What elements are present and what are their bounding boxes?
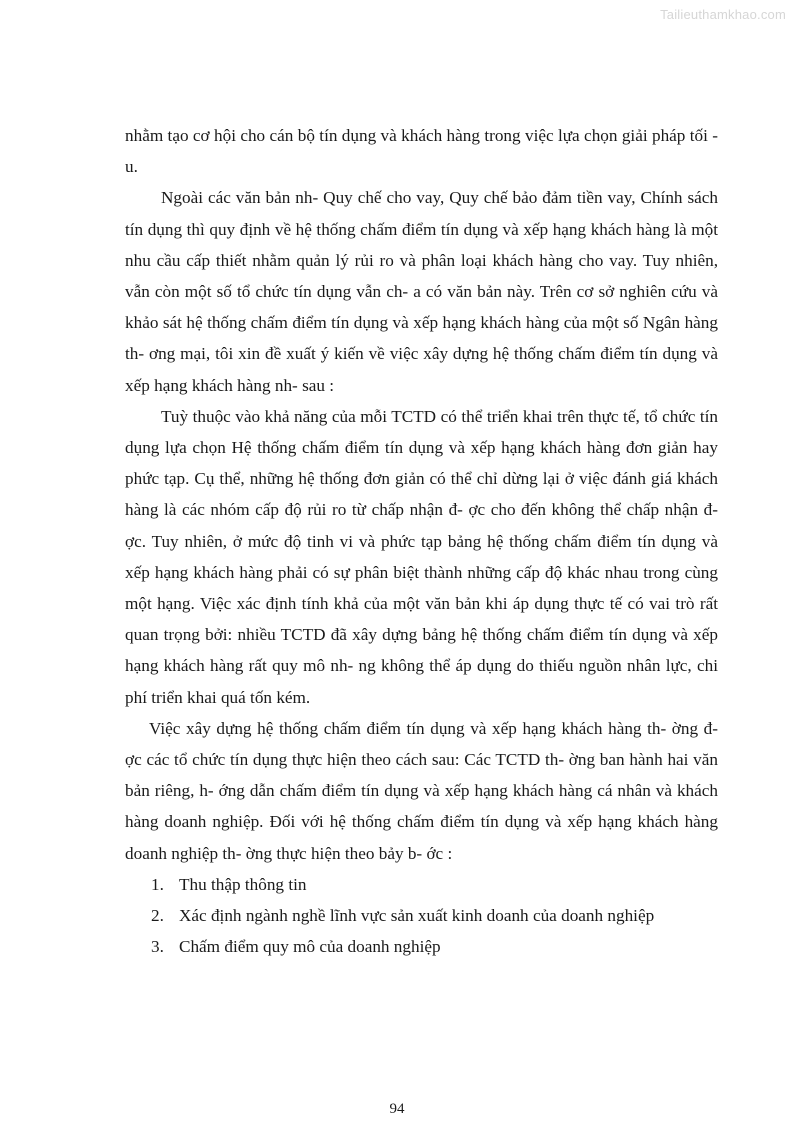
paragraph: Tuỳ thuộc vào khả năng của mỗi TCTD có thể triển khai trên thực tế, tổ chức tín dụng lựa chọn Hệ thống chấm điểm tín dụng và xếp hạng khách hàng đơn giản hay phức tạp. Cụ thể, những hệ thống đơn giản có thể chỉ dừng lại ở việc đánh giá khách hàng là các nhóm cấp độ rủi ro từ chấp nhận đ- ợc cho đến không thể chấp nhận đ- ợc. Tuy nhiên, ở mức độ tinh vi và phức tạp bảng hệ thống chấm điểm tín dụng và xếp hạng khách hàng phải có sự phân biệt thành những cấp độ khác nhau trong cùng một hạng. Việc xác định tính khả của một văn bản khi áp dụng thực tế có vai trò rất quan trọng bởi: nhiều TCTD đã xây dựng bảng hệ thống chấm điểm tín dụng và xếp hạng khách hàng rất quy mô nh- ng không thể áp dụng do thiếu nguồn nhân lực, chi phí triển khai quá tốn kém. [125, 406, 718, 707]
list-item [125, 900, 718, 931]
list-text: Xác định ngành nghề lĩnh vực sản xuất kinh doanh của doanh nghiệp [179, 906, 655, 926]
list-number: 3. [151, 937, 164, 957]
page-number: 94 [389, 1101, 405, 1117]
list-item [125, 931, 718, 962]
paragraph: Việc xây dựng hệ thống chấm điểm tín dụng và xếp hạng khách hàng th- ờng đ- ợc các tổ chức tín dụng thực hiện theo cách sau: Các TCTD th- ờng ban hành hai văn bản riêng, h- ớng dẫn chấm điểm tín dụng và xếp hạng khách hàng cá nhân và khách hàng doanh nghiệp. Đối với hệ thống chấm điểm tín dụng và xếp hạng khách hàng doanh nghiệp th- ờng thực hiện theo bảy b- ớc : [125, 718, 718, 863]
steps-list [125, 869, 718, 963]
list-number: 2. [151, 906, 164, 926]
list-text: Chấm điểm quy mô của doanh nghiệp [179, 937, 441, 957]
paragraph: Ngoài các văn bản nh- Quy chế cho vay, Quy chế bảo đảm tiền vay, Chính sách tín dụng thì quy định về hệ thống chấm điểm tín dụng và xếp hạng khách hàng là một nhu cầu cấp thiết nhằm quản lý rủi ro và phân loại khách hàng cho vay. Tuy nhiên, vẫn còn một số tổ chức tín dụng vẫn ch- a có văn bản này. Trên cơ sở nghiên cứu và khảo sát hệ thống chấm điểm tín dụng và xếp hạng khách hàng của một số Ngân hàng th- ơng mại, tôi xin đề xuất ý kiến về việc xây dựng hệ thống chấm điểm tín dụng và xếp hạng khách hàng nh- sau : [125, 188, 718, 395]
list-number: 1. [151, 874, 164, 894]
watermark: Tailieuthamkhao.com [660, 7, 786, 22]
list-item [125, 869, 718, 900]
document-body [125, 120, 718, 962]
paragraph: nhằm tạo cơ hội cho cán bộ tín dụng và khách hàng trong việc lựa chọn giải pháp tối - u. [125, 126, 718, 177]
list-text: Thu thập thông tin [179, 874, 307, 894]
